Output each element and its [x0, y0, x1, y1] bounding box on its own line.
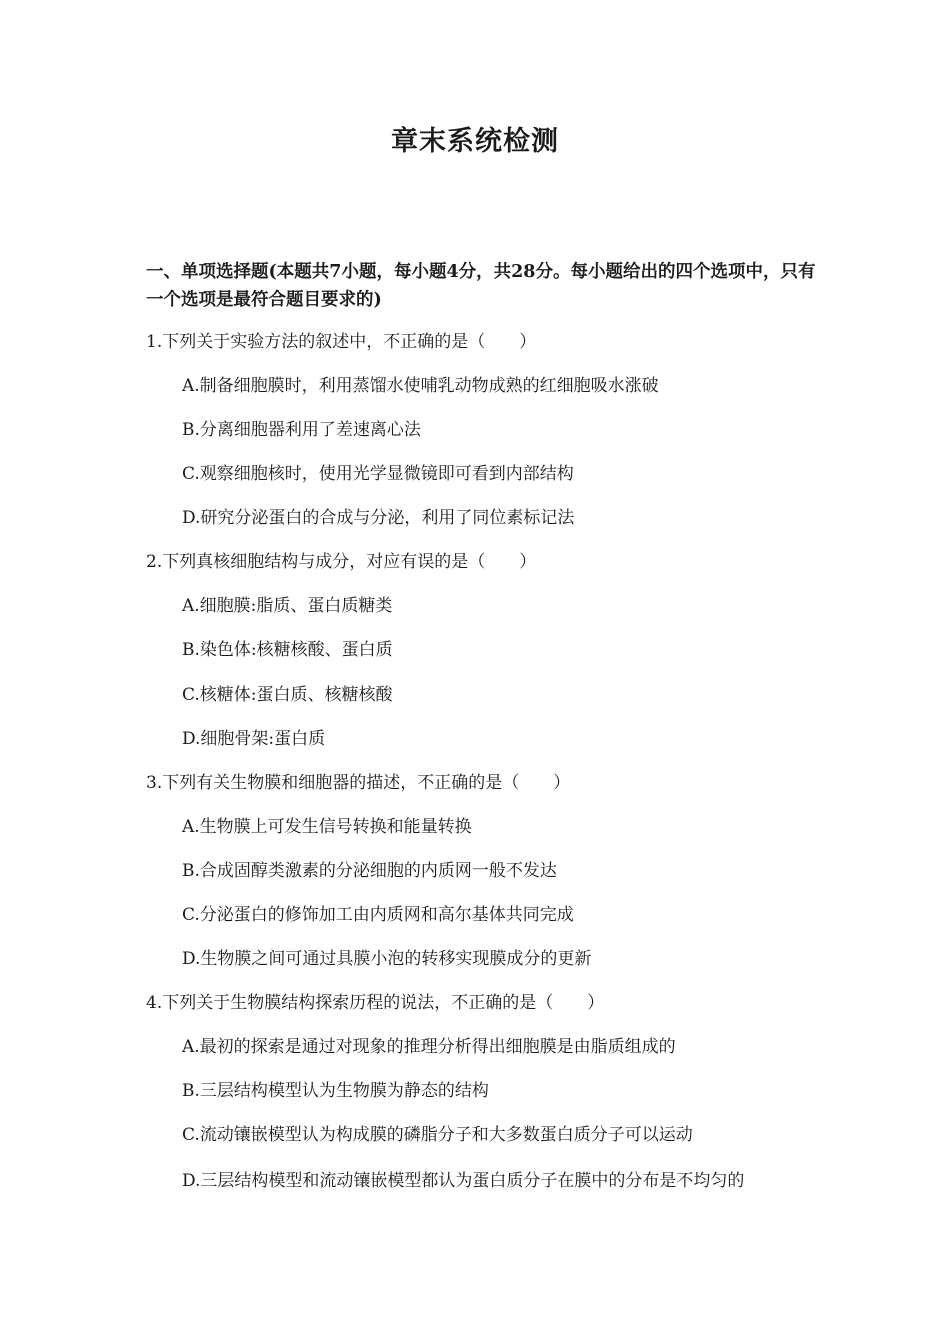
page-title: 章末系统检测 [391, 126, 559, 157]
question-4-option-c: C.流动镶嵌模型认为构成膜的磷脂分子和大多数蛋白质分子可以运动 [182, 1125, 693, 1145]
question-1-option-b: B.分离细胞器利用了差速离心法 [182, 420, 421, 440]
question-3-option-c: C.分泌蛋白的修饰加工由内质网和高尔基体共同完成 [182, 905, 574, 925]
question-1-stem: 1.下列关于实验方法的叙述中，不正确的是（ ） [146, 332, 537, 352]
question-3-option-d: D.生物膜之间可通过具膜小泡的转移实现膜成分的更新 [182, 949, 592, 969]
question-4-option-a: A.最初的探索是通过对现象的推理分析得出细胞膜是由脂质组成的 [182, 1037, 676, 1057]
question-3-stem: 3.下列有关生物膜和细胞器的描述，不正确的是（ ） [146, 773, 571, 793]
question-4-option-d: D.三层结构模型和流动镶嵌模型都认为蛋白质分子在膜中的分布是不均匀的 [182, 1171, 745, 1191]
section-heading: 一、单项选择题(本题共7小题，每小题4分，共28分。每小题给出的四个选项中，只有一个选项是最符合题目要求的) [146, 262, 816, 310]
question-3-option-b: B.合成固醇类激素的分泌细胞的内质网一般不发达 [182, 861, 557, 881]
question-3-option-a: A.生物膜上可发生信号转换和能量转换 [182, 817, 472, 837]
question-4-stem: 4.下列关于生物膜结构探索历程的说法，不正确的是（ ） [146, 993, 605, 1013]
question-2-option-b: B.染色体:核糖核酸、蛋白质 [182, 640, 393, 660]
question-1-option-c: C.观察细胞核时，使用光学显微镜即可看到内部结构 [182, 464, 574, 484]
question-2-option-d: D.细胞骨架:蛋白质 [182, 729, 326, 749]
question-1-option-d: D.研究分泌蛋白的合成与分泌，利用了同位素标记法 [182, 508, 575, 528]
question-2-option-a: A.细胞膜:脂质、蛋白质糖类 [182, 596, 393, 616]
question-2-option-c: C.核糖体:蛋白质、核糖核酸 [182, 685, 393, 705]
question-4-option-b: B.三层结构模型认为生物膜为静态的结构 [182, 1081, 489, 1101]
question-1-option-a: A.制备细胞膜时，利用蒸馏水使哺乳动物成熟的红细胞吸水涨破 [182, 376, 659, 396]
question-2-stem: 2.下列真核细胞结构与成分，对应有误的是（ ） [146, 552, 537, 572]
